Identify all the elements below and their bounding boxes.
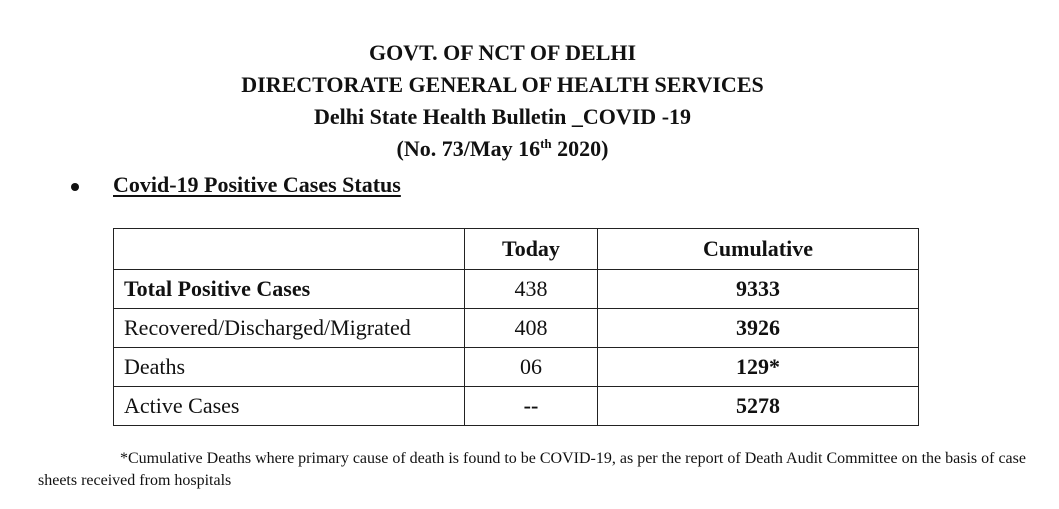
header-cell-blank — [114, 229, 465, 270]
row-today: 06 — [465, 348, 598, 387]
header-cell-today: Today — [465, 229, 598, 270]
bulletin-number — [0, 136, 1005, 162]
footnote: *Cumulative Deaths where primary cause of death is found to be COVID-19, as per the report of Death Audit Committee on the basis of case sheets received from hospitals — [38, 450, 1026, 489]
section-title: Covid-19 Positive Cases Status — [113, 172, 401, 197]
row-label: Active Cases — [114, 387, 465, 426]
row-today: 438 — [465, 270, 598, 309]
bulletin-number-suffix: 2020) — [551, 136, 609, 161]
row-cumulative: 5278 — [598, 387, 919, 426]
table-row — [114, 387, 919, 426]
row-label: Total Positive Cases — [114, 270, 465, 309]
bullet-icon — [71, 183, 79, 191]
row-label: Deaths — [114, 348, 465, 387]
table-header-row — [114, 229, 919, 270]
row-label: Recovered/Discharged/Migrated — [114, 309, 465, 348]
header-cell-cumulative: Cumulative — [598, 229, 919, 270]
cases-status-table — [113, 228, 919, 426]
row-cumulative: 3926 — [598, 309, 919, 348]
bulletin-number-prefix: (No. 73/May 16 — [396, 136, 541, 161]
bulletin-number-sup: th — [540, 136, 552, 151]
header-directorate: DIRECTORATE GENERAL OF HEALTH SERVICES — [241, 72, 764, 97]
row-today: -- — [465, 387, 598, 426]
header-govt: GOVT. OF NCT OF DELHI — [368, 40, 637, 65]
table-row — [114, 270, 919, 309]
row-cumulative: 129* — [598, 348, 919, 387]
table-row — [114, 348, 919, 387]
row-cumulative: 9333 — [598, 270, 919, 309]
table-row — [114, 309, 919, 348]
row-today: 408 — [465, 309, 598, 348]
bulletin-title: Delhi State Health Bulletin _COVID -19 — [313, 104, 692, 129]
